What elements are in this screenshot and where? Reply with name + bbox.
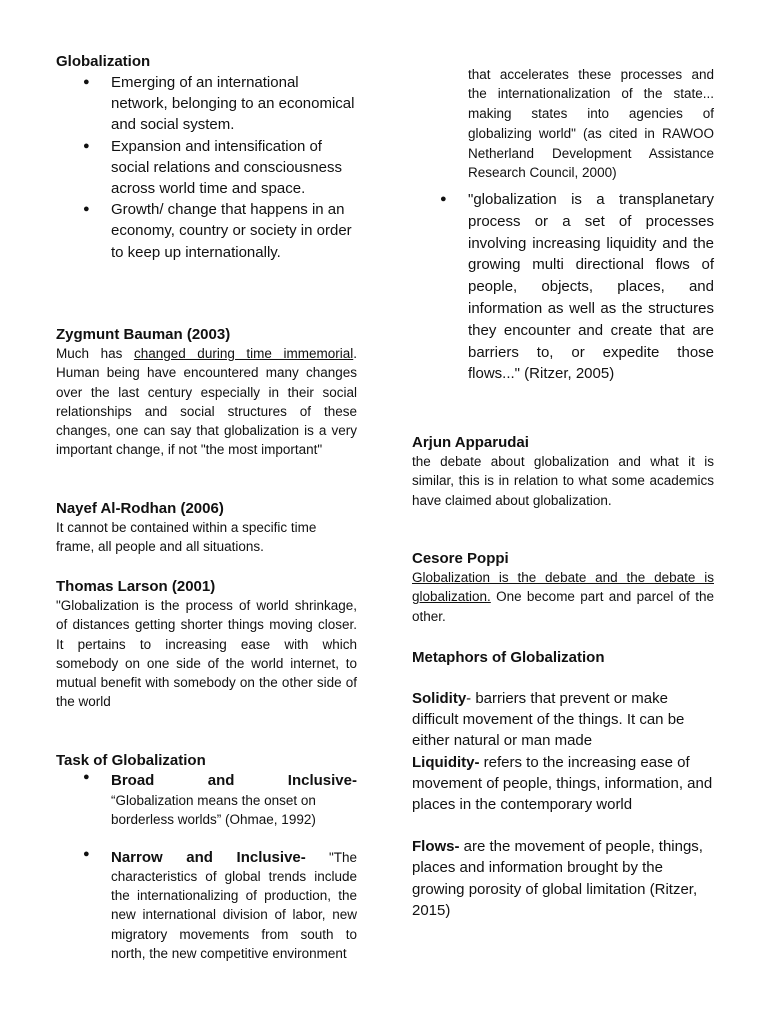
poppi-text-post: One become part and parcel of the other. [412, 589, 714, 624]
list-item [56, 771, 357, 830]
flows-label: Flows- [412, 838, 460, 856]
bauman-text-post: . Human being have encountered many changes over the last century especially in their social relationships and social structures of these changes, one can say that globalization is a very important change, if not "the most important" [56, 346, 358, 458]
bauman-text [56, 344, 357, 460]
larson-section [56, 577, 357, 712]
appadurai-section [412, 433, 714, 510]
larson-text: "Globalization is the process of world shrinkage, of distances getting shorter things moving closer. It pertains to increasing ease with which somebody on one side of the world internet, to mutual benefit with somebody on the other side of the world [56, 598, 357, 710]
task-narrow-text [111, 848, 357, 964]
list-item [56, 848, 357, 964]
poppi-heading: Cesore Poppi [412, 550, 509, 567]
list-item: ● Expansion and intensification of social relations and consciousness across world time and space. [56, 136, 357, 200]
appadurai-text: the debate about globalization and what it is similar, this is in relation to what some academics have claimed about globalization. [412, 454, 714, 508]
task-broad-label: ● Broad and Inclusive- [111, 772, 357, 789]
task-narrow-body: "The characteristics of global trends include the internationalizing of production, the new international division of labor, new migratory movements from south to north, the new competitive environment [111, 849, 357, 962]
globalization-heading: Globalization [56, 53, 151, 70]
bauman-underlined: changed during time immemorial [133, 346, 354, 361]
metaphors-heading: Metaphors of Globalization [412, 649, 605, 666]
flows-body: are the movement of people, things, places and information brought by the growing porosity of global limitation (Ritzer, 2015) [412, 838, 703, 919]
solidity-label: Solidity [412, 690, 467, 707]
bauman-heading: Zygmunt Bauman (2003) [56, 326, 231, 343]
bauman-text-pre: Much has [56, 346, 134, 361]
list-item: ● "globalization is a transplanetary process or a set of processes involving increasing liquidity and the growing multi directional flows of people, objects, places, and information as well as the structures they encounter and create that are barriers to, or expedite those flows..." (Ritzer, 2005) [412, 189, 714, 385]
alrodhan-section [56, 499, 357, 557]
continuation-text: that accelerates these processes and the internationalization of the state... making states into agencies of globalizing world" (as cited in RAWOO Netherland Development Assistance Research Council, 2000) [468, 66, 714, 181]
task-section [56, 751, 357, 963]
list-item: ● Growth/ change that happens in an economy, country or society in order to keep up internationally. [56, 199, 357, 263]
bauman-section [56, 325, 357, 460]
liquidity-text [412, 752, 714, 816]
ritzer-section [412, 189, 714, 385]
solidity-body: - barriers that prevent or make difficult movement of the things. It can be either natural or man made [412, 690, 685, 750]
globalization-bullets [56, 72, 357, 263]
task-list [56, 771, 357, 963]
list-item: ● Emerging of an international network, belonging to an economical and social system. [56, 72, 357, 136]
larson-heading: Thomas Larson (2001) [56, 578, 216, 595]
liquidity-body: refers to the increasing ease of movement of people, things, information, and places in the contemporary world [412, 753, 713, 814]
metaphors-section [412, 648, 714, 921]
continuation-section [412, 51, 714, 197]
appadurai-heading: Arjun Apparudai [412, 434, 529, 451]
poppi-section [412, 549, 714, 626]
poppi-underlined: Globalization is the debate and the debate is globalization. [412, 570, 714, 605]
liquidity-label: Liquidity- [412, 753, 480, 771]
flows-text [412, 836, 714, 921]
solidity-text [412, 688, 714, 752]
task-heading: Task of Globalization [56, 752, 206, 769]
ritzer-list [412, 189, 714, 385]
poppi-text [412, 568, 714, 626]
task-broad-text: “Globalization means the onset on borderless worlds” (Ohmae, 1992) [111, 793, 316, 828]
alrodhan-heading: Nayef Al-Rodhan (2006) [56, 500, 224, 517]
alrodhan-text: It cannot be contained within a specific time frame, all people and all situations. [56, 520, 317, 555]
task-narrow-label: Narrow and Inclusive- [111, 848, 306, 866]
globalization-section [56, 52, 357, 263]
